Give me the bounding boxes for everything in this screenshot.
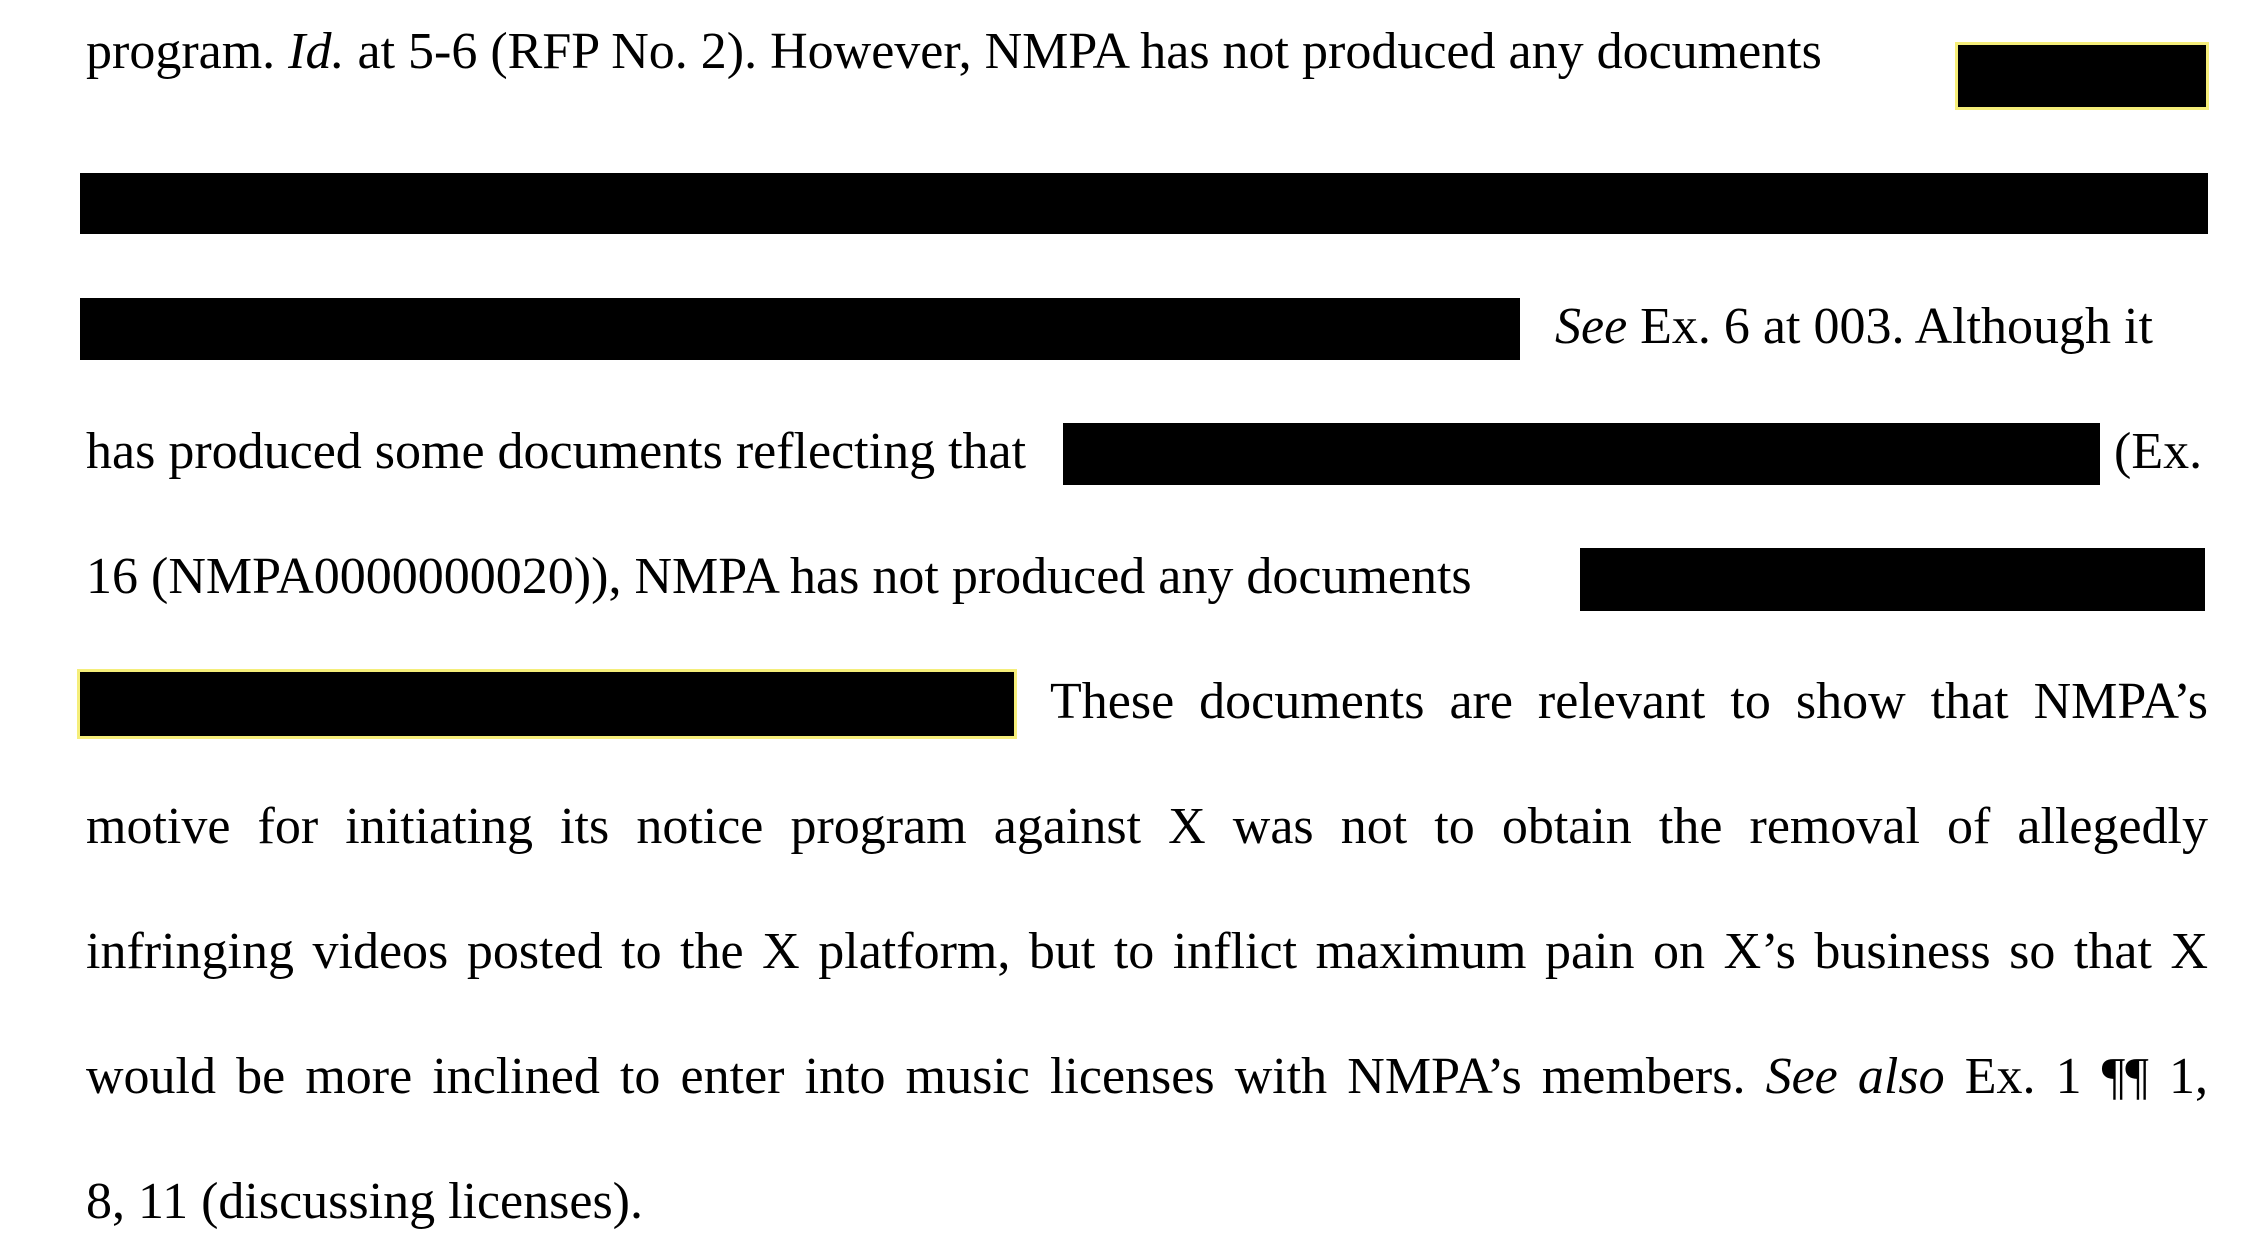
line-7-text: motive for initiating its notice program against X was not to obtain the removal of allegedly	[86, 798, 2208, 855]
text-line-8	[0, 917, 2248, 987]
citation-see-also: See also	[1765, 1048, 1945, 1105]
text-line-1	[0, 17, 2248, 87]
redaction-block-4	[1063, 423, 2100, 485]
line-9-part-1: would be more inclined to enter into music licenses with NMPA’s members.	[86, 1048, 1766, 1105]
line-5-text: 16 (NMPA0000000020)), NMPA has not produced any documents	[86, 548, 1472, 605]
text-line-3	[0, 292, 2248, 362]
citation-see: See	[1555, 298, 1628, 355]
line-8-text: infringing videos posted to the X platform, but to inflict maximum pain on X’s business so that X	[86, 923, 2208, 980]
line-10-text: 8, 11 (discussing licenses).	[86, 1173, 643, 1230]
line-3-part-2: Ex. 6 at 003. Although it	[1627, 298, 2153, 355]
line-4-text-left: has produced some documents reflecting that	[86, 423, 1027, 480]
line-4-text-right: (Ex.	[2114, 423, 2203, 480]
line-6-text: These documents are relevant to show that NMPA’s	[1050, 673, 2208, 730]
redaction-block-5	[1580, 548, 2205, 611]
line-1-part-3: at 5-6 (RFP No. 2). However, NMPA has not produced any documents	[344, 23, 1822, 80]
text-line-10	[0, 1167, 2248, 1237]
line-9-part-3: Ex. 1 ¶¶ 1,	[1944, 1048, 2209, 1105]
line-1-part-1: program.	[86, 23, 289, 80]
line-1-text	[86, 17, 1822, 87]
text-line-6	[0, 667, 2248, 737]
text-line-9	[0, 1042, 2248, 1112]
line-3-text	[1555, 292, 2153, 362]
redaction-block-1	[1958, 45, 2206, 107]
text-line-7	[0, 792, 2248, 862]
citation-id: Id.	[288, 23, 345, 80]
line-9-text	[86, 1042, 2208, 1112]
redaction-block-2	[80, 173, 2208, 234]
